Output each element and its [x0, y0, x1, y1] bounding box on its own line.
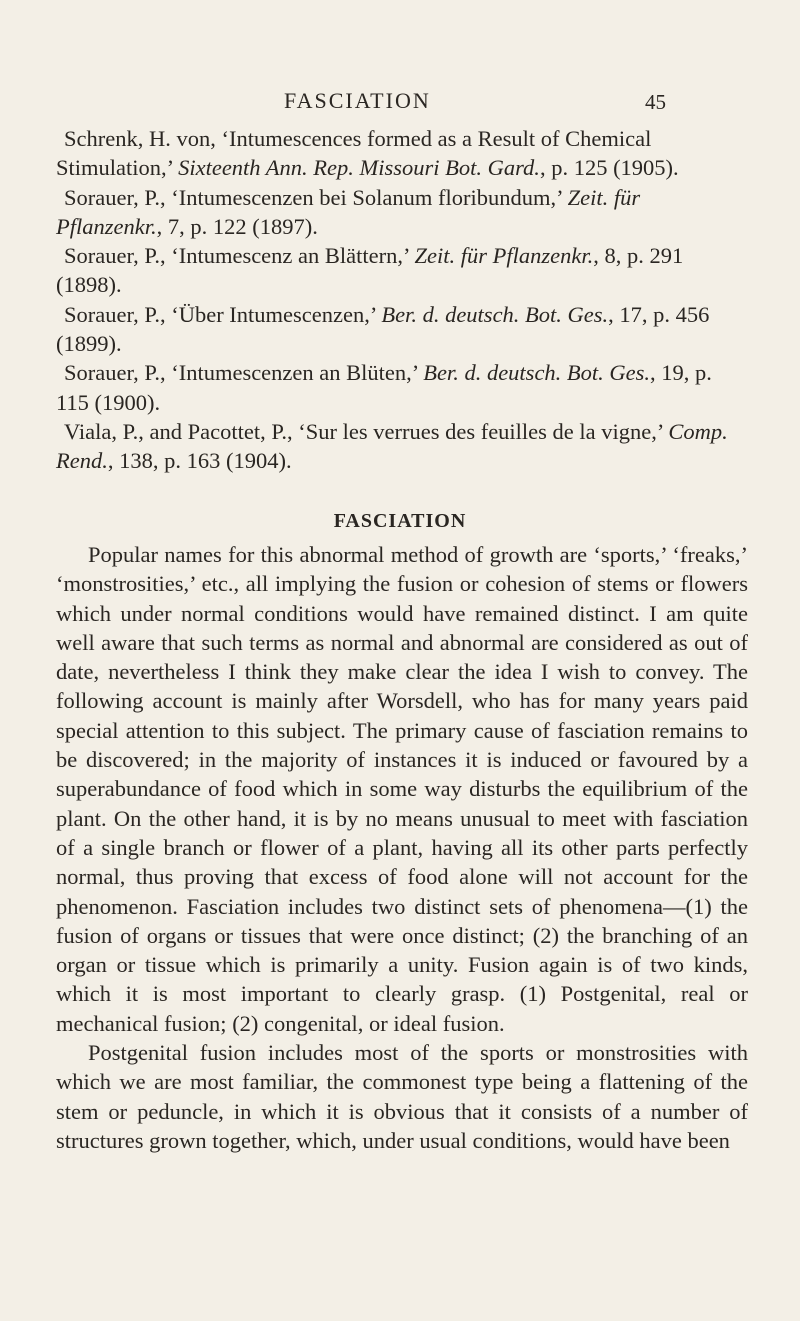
- page-number: 45: [645, 90, 666, 114]
- reference-entry: [56, 358, 748, 417]
- reference-text: Sorauer, P., ‘Intumescenzen an Blüten,’: [64, 360, 424, 386]
- reference-entry: [56, 124, 748, 183]
- reference-journal: Ber. d. deutsch. Bot. Ges.: [381, 301, 609, 327]
- section-heading: FASCIATION: [333, 510, 467, 532]
- running-title: FASCIATION: [284, 88, 431, 113]
- reference-list: [56, 124, 748, 476]
- reference-citation: , 17, p. 456 (1899).: [56, 301, 710, 357]
- reference-citation: , 19, p. 115 (1900).: [56, 360, 712, 415]
- body-paragraph: Popular names for this abnormal method of growth are ‘sports,’ ‘freaks,’ ‘monstrosities,’ etc., all implying the fusion or cohesion of stems or flowers which under normal conditions would have remained distinct. I am quite well aware that such terms as normal and abnormal are considered as out of date, nevertheless I think they make clear the idea I wish to convey. The following account is mainly after Worsdell, who has for many years paid special attention to this subject. The primary cause of fasciation remains to be discovered; in the majority of instances it is induced or favoured by a superabundance of food which in some way disturbs the equilibrium of the plant. On the other hand, it is by no means unusual to meet with fasciation of a single branch or flower of a plant, having all its other parts perfectly normal, thus proving that excess of food alone will not account for the phenomenon. Fasciation includes two distinct sets of phenomena—(1) the fusion of organs or tissues that were once distinct; (2) the branching of an organ or tissue which is primarily a unity. Fusion again is of two kinds, which it is most important to clearly grasp. (1) Postgenital, real or mechanical fusion; (2) congenital, or ideal fusion.: [56, 542, 748, 1036]
- section-body: [56, 540, 748, 1155]
- reference-entry: [56, 300, 748, 359]
- reference-journal: Ber. d. deutsch. Bot. Ges.: [423, 360, 651, 386]
- running-head: [0, 88, 800, 118]
- reference-text: Sorauer, P., ‘Über Intumescenzen,’: [64, 301, 382, 327]
- reference-text: Viala, P., and Pacottet, P., ‘Sur les verrues des feuilles de la vigne,’: [64, 418, 669, 444]
- reference-journal: Zeit. für Pflanzenkr.: [56, 184, 641, 239]
- reference-citation: , 7, p. 122 (1897).: [156, 213, 318, 239]
- reference-citation: , 8, p. 291 (1898).: [56, 243, 684, 298]
- body-paragraph: Postgenital fusion includes most of the sports or monstrosities with which we are most familiar, the commonest type being a flattening of the stem or peduncle, in which it is obvious that it consists of a number of structures grown together, which, under usual conditions, would have been: [56, 1040, 748, 1153]
- reference-journal: Zeit. für Pflanzenkr.: [414, 243, 594, 269]
- reference-entry: [56, 183, 748, 242]
- reference-text: Schrenk, H. von, ‘Intumescences formed as a Result of Chemical Stimulation,’: [56, 126, 652, 181]
- reference-entry: [56, 241, 748, 300]
- reference-text: Sorauer, P., ‘Intumescenz an Blättern,’: [64, 243, 415, 269]
- reference-citation: , 138, p. 163 (1904).: [107, 448, 292, 474]
- reference-citation: , p. 125 (1905).: [539, 155, 679, 181]
- reference-entry: [56, 417, 748, 476]
- reference-text: Sorauer, P., ‘Intumescenzen bei Solanum floribundum,’: [64, 184, 568, 210]
- reference-journal: Sixteenth Ann. Rep. Missouri Bot. Gard.: [178, 155, 540, 181]
- reference-journal: Comp. Rend.: [56, 418, 728, 474]
